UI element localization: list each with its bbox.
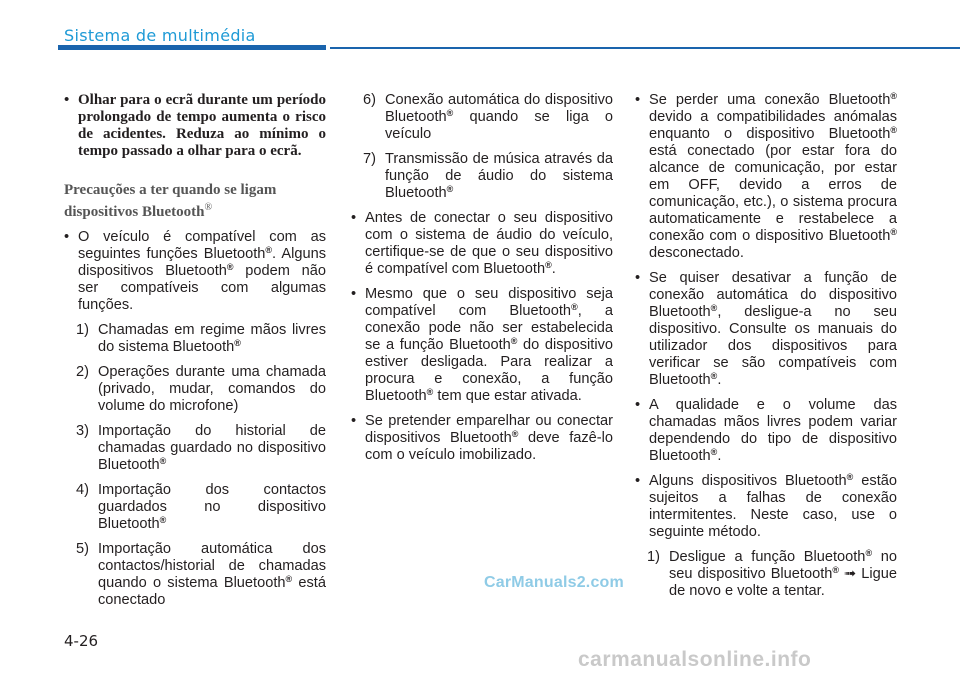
list-item: 6) Conexão automática do dispositivo Bluetooth® quando se liga o veículo [363, 92, 613, 142]
list-item: 7) Transmissão de música através da função de áudio do sistema Bluetooth® [363, 151, 613, 201]
section-title: Sistema de multimédia [64, 26, 256, 45]
bullet-check-compatibility: • Antes de conectar o seu dispositivo com o sistema de áudio do veículo, certifique-se de que o seu dispositivo é compatível com Bluetooth®. [351, 210, 613, 278]
bullet-lost-connection: • Se perder uma conexão Bluetooth® devido a compatibilidades anómalas enquanto o dispositivo Bluetooth® está conectado (por estar fora do alcance de comunicação, por estar em OFF, devido a erros de comunicação, etc.), o sistema procura automaticamente e restabelece a conexão com o dispositivo Bluetooth® desconectado. [635, 92, 897, 262]
header-rule-thick [58, 45, 326, 50]
list-item: 1) Desligue a função Bluetooth® no seu dispositivo Bluetooth® ➟ Ligue de novo e volte a tentar. [647, 548, 897, 599]
column-3 [635, 92, 897, 608]
watermark-carmanuals: CarManuals2.com [484, 574, 624, 591]
column-2 [351, 92, 613, 472]
list-item: 5) Importação automática dos contactos/historial de chamadas quando o sistema Bluetooth® está conectado [76, 541, 326, 608]
arrow-icon: ➟ [839, 566, 857, 582]
page-number: 4-26 [64, 632, 99, 650]
section-heading: Precauções a ter quando se ligam dispositivos Bluetooth® [64, 182, 277, 220]
bullet-intermittent: • Alguns dispositivos Bluetooth® estão sujeitos a falhas de conexão intermitentes. Neste caso, use o seguinte método. [635, 473, 897, 541]
header-rule-thin [330, 47, 960, 49]
column-1 [64, 92, 326, 617]
warning-bullet: • Olhar para o ecrã durante um período prolongado de tempo aumenta o risco de acidentes. Reduza ao mínimo o tempo passado a olhar para o ecrã. [64, 92, 326, 160]
list-item: 3) Importação do historial de chamadas guardado no dispositivo Bluetooth® [76, 423, 326, 473]
list-item: 2) Operações durante uma chamada (privado, mudar, comandos do volume do microfone) [76, 364, 326, 414]
list-item: 4) Importação dos contactos guardados no dispositivo Bluetooth® [76, 482, 326, 532]
bullet-call-quality: • A qualidade e o volume das chamadas mãos livres podem variar dependendo do tipo de dispositivo Bluetooth®. [635, 397, 897, 465]
bullet-compatibility: • O veículo é compatível com as seguintes funções Bluetooth®. Alguns dispositivos Bluetooth® podem não ser compatíveis com algumas funções. [64, 229, 326, 314]
bullet-function-off: • Mesmo que o seu dispositivo seja compatível com Bluetooth®, a conexão pode não ser estabelecida se a função Bluetooth® do dispositivo estiver desligada. Para realizar a procura e conexão, a função Bluetooth® tem que estar ativada. [351, 286, 613, 405]
bullet-pairing: • Se pretender emparelhar ou conectar dispositivos Bluetooth® deve fazê-lo com o veículo imobilizado. [351, 413, 613, 464]
list-item: 1) Chamadas em regime mãos livres do sistema Bluetooth® [76, 322, 326, 355]
watermark-carmanualsonline: carmanualsonline.info [578, 648, 812, 671]
bullet-disable-auto: • Se quiser desativar a função de conexão automática do dispositivo Bluetooth®, desligue-a no seu dispositivo. Consulte os manuais do utilizador dos dispositivos para verificar se são compatíveis com Bluetooth®. [635, 270, 897, 389]
